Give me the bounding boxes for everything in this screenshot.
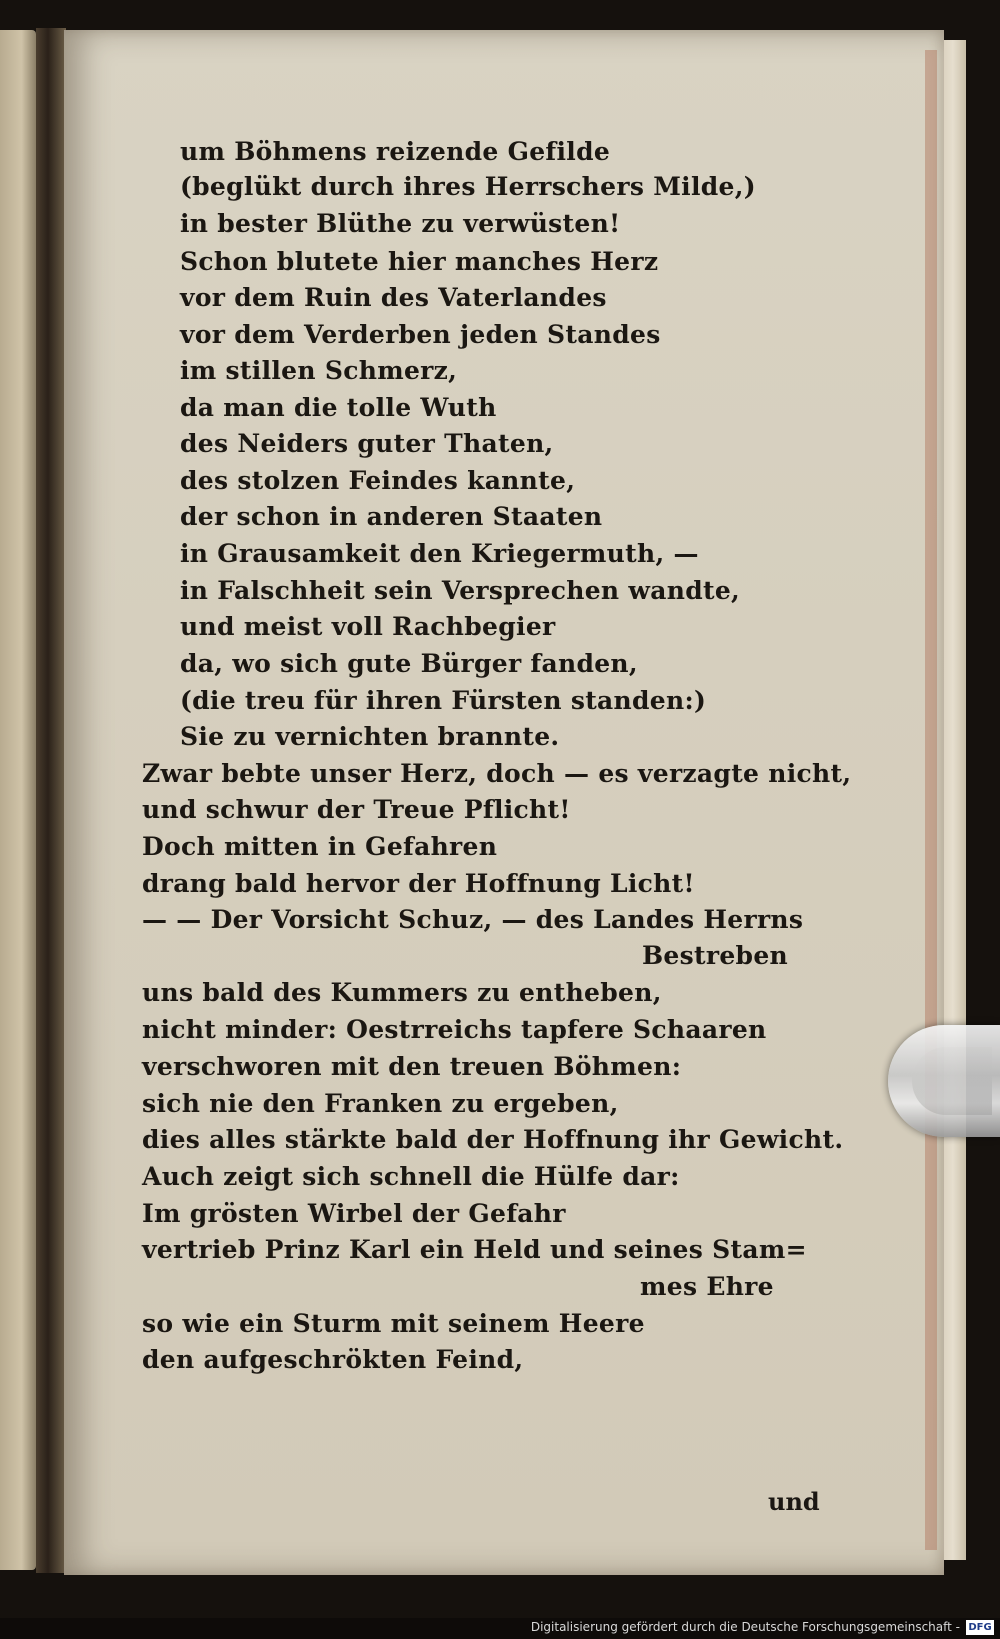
text-line: und meist voll Rachbegier [180, 612, 556, 641]
text-line: in Falschheit sein Versprechen wandte, [180, 576, 741, 605]
page-clip [888, 1025, 1000, 1137]
text-line: vor dem Verderben jeden Standes [180, 320, 661, 349]
text-line: da, wo sich gute Bürger fanden, [180, 649, 638, 678]
text-line: vor dem Ruin des Vaterlandes [180, 283, 607, 312]
text-line: um Böhmens reizende Gefilde [180, 137, 611, 166]
text-line: sich nie den Franken zu ergeben, [142, 1089, 619, 1118]
text-line: in Grausamkeit den Kriegermuth, — [180, 539, 699, 568]
text-line: im stillen Schmerz, [180, 356, 458, 385]
catchword: und [768, 1487, 820, 1516]
text-line: der schon in anderen Staaten [180, 502, 603, 531]
text-line: (beglükt durch ihres Herrschers Milde,) [180, 172, 756, 201]
text-line: Doch mitten in Gefahren [142, 832, 498, 861]
text-line: nicht minder: Oestrreichs tapfere Schaaren [142, 1015, 767, 1044]
text-line: des stolzen Feindes kannte, [180, 466, 576, 495]
text-line: in bester Blüthe zu verwüsten! [180, 209, 621, 238]
text-line: mes Ehre [640, 1272, 774, 1301]
dfg-logo: DFG [966, 1620, 994, 1635]
text-line: Im grösten Wirbel der Gefahr [142, 1199, 566, 1228]
text-line: da man die tolle Wuth [180, 393, 497, 422]
text-line: dies alles stärkte bald der Hoffnung ihr Gewicht. [142, 1125, 844, 1154]
text-line: Auch zeigt sich schnell die Hülfe dar: [142, 1162, 680, 1191]
text-line: vertrieb Prinz Karl ein Held und seines Stam= [142, 1235, 807, 1264]
text-line: des Neiders guter Thaten, [180, 429, 554, 458]
text-line: drang bald hervor der Hoffnung Licht! [142, 869, 695, 898]
text-line: Sie zu vernichten brannte. [180, 722, 560, 751]
text-line: Bestreben [642, 941, 788, 970]
text-line: und schwur der Treue Pflicht! [142, 795, 571, 824]
text-line: verschworen mit den treuen Böhmen: [142, 1052, 682, 1081]
text-line: Schon blutete hier manches Herz [180, 247, 659, 276]
text-line: Zwar bebte unser Herz, doch — es verzagte nicht, [142, 759, 852, 788]
text-line: den aufgeschrökten Feind, [142, 1345, 524, 1374]
page-clip-shine [912, 1047, 992, 1115]
text-line: — — Der Vorsicht Schuz, — des Landes Herrns [142, 905, 804, 934]
text-line: so wie ein Sturm mit seinem Heere [142, 1309, 645, 1338]
text-line: uns bald des Kummers zu entheben, [142, 978, 662, 1007]
text-line: (die treu für ihren Fürsten standen:) [180, 686, 707, 715]
footer-credit: Digitalisierung gefördert durch die Deutsche Forschungsgemeinschaft - [530, 1620, 960, 1634]
